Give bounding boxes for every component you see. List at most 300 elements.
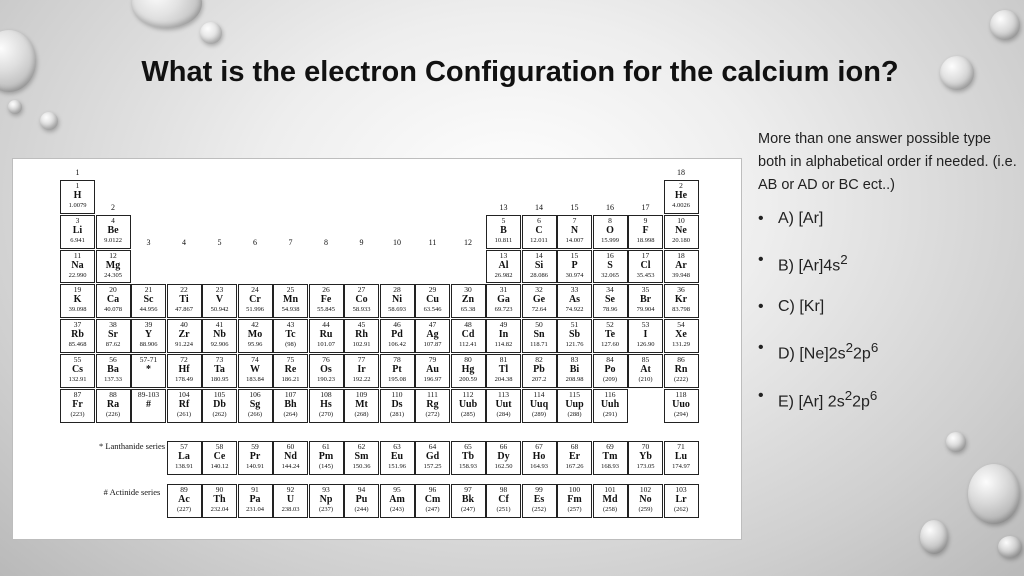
water-drop <box>8 100 22 114</box>
element-symbol: Os <box>320 364 332 375</box>
atomic-mass: (262) <box>673 506 689 513</box>
lanthanide-cell <box>344 441 379 475</box>
atomic-mass: (258) <box>602 506 618 513</box>
lanthanide-cell <box>522 441 557 475</box>
element-symbol: Mg <box>105 259 121 271</box>
element-cell <box>664 180 699 214</box>
group-label: 12 <box>464 237 472 247</box>
element-symbol: Rn <box>674 364 688 375</box>
group-label: 4 <box>182 237 186 247</box>
element-symbol: Bh <box>284 398 297 410</box>
element-symbol: H <box>73 190 82 201</box>
actinide-cell <box>486 484 521 518</box>
actinide-cell <box>557 484 592 518</box>
element-symbol: Nb <box>213 329 226 341</box>
atomic-mass: 78.96 <box>602 306 618 314</box>
group-label: 10 <box>393 237 401 247</box>
atomic-number: 30 <box>464 285 472 295</box>
element-cell <box>664 319 699 353</box>
answer-superscript: 2 <box>844 387 853 403</box>
element-cell <box>593 354 628 388</box>
element-symbol: Po <box>604 364 616 375</box>
atomic-mass: 186.21 <box>281 376 300 383</box>
element-cell <box>202 389 237 423</box>
atomic-number: 54 <box>677 320 685 330</box>
atomic-number: 5 <box>501 215 506 225</box>
element-symbol: Y <box>144 329 153 341</box>
atomic-mass: 63.546 <box>423 306 442 314</box>
group-label: 6 <box>253 237 257 247</box>
atomic-mass: 9.0122 <box>104 236 122 244</box>
atomic-mass: 83.798 <box>672 306 690 314</box>
element-symbol: Bk <box>461 494 475 505</box>
atomic-number: 89 <box>180 485 188 494</box>
atomic-mass: (237) <box>318 506 334 513</box>
atomic-number: 103 <box>675 485 687 494</box>
atomic-mass: 30.974 <box>565 271 584 279</box>
element-cell <box>486 250 521 284</box>
atomic-mass: 132.91 <box>68 376 87 383</box>
element-cell <box>131 319 166 353</box>
atomic-mass: 24.305 <box>104 271 122 279</box>
element-cell <box>344 284 379 318</box>
atomic-number: 76 <box>322 355 330 364</box>
atomic-number: 45 <box>357 320 366 330</box>
atomic-mass: 183.84 <box>246 376 264 383</box>
atomic-mass: 190.23 <box>317 376 335 383</box>
element-cell <box>522 389 557 423</box>
atomic-mass: 1.0079 <box>68 202 87 209</box>
element-symbol: Se <box>605 294 615 306</box>
atomic-mass: (284) <box>496 410 511 418</box>
atomic-mass: (259) <box>638 506 653 513</box>
atomic-mass: 39.948 <box>672 271 690 279</box>
atomic-number: 19 <box>73 285 82 295</box>
atomic-mass: (261) <box>176 410 192 418</box>
element-symbol: Ce <box>213 451 226 462</box>
atomic-mass: (288) <box>567 410 582 418</box>
atomic-mass: 10.811 <box>494 236 513 244</box>
element-symbol: Pa <box>249 494 261 505</box>
atomic-number: 48 <box>464 320 472 330</box>
atomic-mass: 173.05 <box>636 463 655 470</box>
element-symbol: Li <box>72 224 83 236</box>
element-symbol: Nd <box>284 451 297 462</box>
element-cell <box>415 354 450 388</box>
atomic-mass: (247) <box>425 506 440 513</box>
lanthanide-cell <box>451 441 486 475</box>
element-symbol: Er <box>568 451 581 462</box>
element-symbol: O <box>606 224 614 236</box>
atomic-mass: 208.98 <box>565 376 584 383</box>
element-symbol: Fm <box>567 494 582 505</box>
atomic-number: 38 <box>109 320 117 330</box>
atomic-number: 112 <box>462 389 474 399</box>
answer-text: [Kr] <box>799 298 825 316</box>
atomic-number: 51 <box>570 320 579 330</box>
atomic-mass: (268) <box>354 410 369 418</box>
group-label: 16 <box>606 202 614 212</box>
element-cell <box>557 354 592 388</box>
element-symbol: Na <box>71 259 84 271</box>
atomic-number: 95 <box>393 485 401 494</box>
atomic-mass: 51.996 <box>246 306 264 314</box>
atomic-number: 15 <box>570 250 579 260</box>
atomic-mass: (272) <box>425 410 440 418</box>
element-symbol: Be <box>107 224 119 236</box>
element-cell <box>238 389 273 423</box>
element-cell <box>273 319 308 353</box>
atomic-number: 17 <box>641 250 650 260</box>
element-symbol: Kr <box>674 294 688 306</box>
atomic-number: 82 <box>535 355 543 364</box>
element-symbol: Ru <box>319 329 333 341</box>
lanthanide-cell <box>273 441 308 475</box>
atomic-mass: 14.007 <box>565 236 584 244</box>
atomic-number: 70 <box>641 442 650 451</box>
atomic-number: 34 <box>606 285 614 295</box>
element-symbol: Au <box>426 364 439 375</box>
atomic-number: 83 <box>570 355 579 364</box>
element-symbol: Ni <box>392 294 402 306</box>
element-symbol: Sg <box>249 398 261 410</box>
atomic-mass: 140.91 <box>246 463 264 470</box>
atomic-number: 39 <box>144 320 153 330</box>
element-cell <box>309 319 344 353</box>
element-cell <box>96 284 131 318</box>
water-drop <box>968 464 1020 524</box>
element-symbol: Ne <box>675 224 687 236</box>
element-symbol: Sm <box>354 451 369 462</box>
element-symbol: Ta <box>214 364 225 375</box>
element-symbol: Th <box>213 494 226 505</box>
element-symbol: Pd <box>391 329 403 341</box>
atomic-mass: 207.2 <box>531 376 547 383</box>
element-symbol: Eu <box>390 451 404 462</box>
lanthanide-series-label: * Lanthanide series <box>98 441 166 451</box>
actinide-cell <box>309 484 344 518</box>
actinide-cell <box>238 484 273 518</box>
atomic-mass: (98) <box>285 341 296 349</box>
element-symbol: Ho <box>532 451 546 462</box>
atomic-mass: 180.95 <box>210 376 229 383</box>
atomic-number: 105 <box>213 389 226 399</box>
element-cell <box>60 354 95 388</box>
element-symbol: Uut <box>495 398 512 410</box>
element-cell <box>131 284 166 318</box>
atomic-mass: 40.078 <box>104 306 122 314</box>
atomic-number: 16 <box>606 250 614 260</box>
atomic-number: 28 <box>393 285 401 295</box>
atomic-mass: 92.906 <box>210 341 229 349</box>
atomic-mass: 231.04 <box>246 506 264 513</box>
actinide-cell <box>664 484 699 518</box>
atomic-mass: (226) <box>105 410 121 418</box>
atomic-mass: (264) <box>283 410 298 418</box>
atomic-number: 1 <box>75 181 80 190</box>
lanthanide-cell <box>593 441 628 475</box>
atomic-number: 35 <box>641 285 650 295</box>
water-drop <box>940 56 974 90</box>
element-symbol: Tb <box>461 451 475 462</box>
element-symbol: B <box>500 224 507 236</box>
atomic-number: 110 <box>391 389 403 399</box>
atomic-mass: 238.03 <box>281 506 300 513</box>
water-drop <box>920 520 948 554</box>
atomic-number: 58 <box>215 442 224 451</box>
element-symbol: Br <box>639 294 652 306</box>
lanthanide-cell <box>167 441 202 475</box>
element-symbol: Am <box>389 494 405 505</box>
atomic-number: 98 <box>499 485 508 494</box>
element-cell <box>238 284 273 318</box>
atomic-number: 40 <box>180 320 188 330</box>
element-symbol: Ir <box>357 364 366 375</box>
element-symbol: Db <box>213 398 226 410</box>
atomic-mass: 55.845 <box>317 306 335 314</box>
element-symbol: Co <box>355 294 368 306</box>
element-cell <box>593 319 628 353</box>
answer-text-tail: 2p <box>852 392 870 410</box>
atomic-mass: (244) <box>354 506 369 513</box>
atomic-number: 68 <box>570 442 579 451</box>
element-symbol: I <box>643 329 648 341</box>
atomic-number: 90 <box>215 485 224 494</box>
element-cell <box>167 354 202 388</box>
atomic-mass: (209) <box>602 376 618 383</box>
actinide-series-label: # Actinide series <box>103 487 161 497</box>
atomic-mass: 50.942 <box>210 306 229 314</box>
element-symbol: Cs <box>71 364 84 375</box>
atomic-number: 88 <box>109 389 117 399</box>
atomic-mass: 144.24 <box>281 463 300 470</box>
element-symbol: N <box>570 224 579 236</box>
lanthanide-cell <box>380 441 415 475</box>
element-symbol: Cl <box>640 259 651 271</box>
answer-option-a[interactable] <box>758 207 1020 230</box>
atomic-mass: 20.180 <box>672 236 690 244</box>
bullet-icon: • <box>758 339 764 357</box>
answer-option-c[interactable] <box>758 295 1020 318</box>
atomic-number: 21 <box>144 285 153 295</box>
atomic-number: 101 <box>604 485 616 494</box>
element-cell <box>628 250 663 284</box>
water-drop <box>998 536 1022 558</box>
slide-title: What is the electron Configuration for the calcium ion? <box>141 56 899 88</box>
atomic-mass: 58.693 <box>388 306 406 314</box>
element-cell <box>522 215 557 249</box>
atomic-mass: (243) <box>389 506 405 513</box>
element-cell <box>60 389 95 423</box>
element-cell <box>96 319 131 353</box>
answer-label: B) <box>778 257 794 275</box>
element-symbol: F <box>642 224 649 236</box>
answer-panel <box>758 128 1020 431</box>
atomic-number: 86 <box>677 355 685 364</box>
element-symbol: C <box>535 224 543 236</box>
atomic-mass: 88.906 <box>139 341 158 349</box>
element-symbol: Uuo <box>672 398 690 410</box>
element-symbol: Cd <box>461 329 475 341</box>
element-symbol: Pm <box>318 451 334 462</box>
atomic-number: 107 <box>284 389 297 399</box>
element-cell <box>557 284 592 318</box>
atomic-number: 57-71 <box>139 355 158 364</box>
atomic-mass: 47.867 <box>175 306 193 314</box>
atomic-mass: 26.982 <box>494 271 513 279</box>
bullet-icon: • <box>758 386 764 404</box>
atomic-number: 73 <box>215 355 224 364</box>
atomic-number: 111 <box>427 389 438 399</box>
element-cell <box>628 319 663 353</box>
atomic-number: 113 <box>498 389 509 399</box>
atomic-mass: 157.25 <box>423 463 442 470</box>
atomic-number: 84 <box>606 355 614 364</box>
group-label: 2 <box>111 202 115 212</box>
atomic-number: 4 <box>111 215 115 225</box>
element-cell <box>380 389 415 423</box>
atomic-mass: 74.922 <box>565 306 584 314</box>
element-cell <box>557 250 592 284</box>
atomic-number: 106 <box>249 389 261 399</box>
element-symbol: Lu <box>674 451 688 462</box>
atomic-mass: 101.07 <box>317 341 335 349</box>
atomic-number: 41 <box>215 320 224 330</box>
atomic-number: 14 <box>535 250 543 260</box>
element-symbol: Si <box>534 259 544 271</box>
element-symbol: Ba <box>107 364 119 375</box>
atomic-number: 102 <box>639 485 652 494</box>
bullet-icon: • <box>758 210 764 227</box>
atomic-mass: 127.60 <box>601 341 619 349</box>
atomic-number: 109 <box>355 389 368 399</box>
atomic-mass: (210) <box>638 376 653 383</box>
lanthanide-cell <box>309 441 344 475</box>
atomic-mass: 112.41 <box>459 341 477 349</box>
element-cell <box>664 354 699 388</box>
element-symbol: As <box>568 294 581 306</box>
element-symbol: Sc <box>143 294 154 306</box>
atomic-mass: 137.33 <box>104 376 122 383</box>
element-cell <box>60 180 95 214</box>
element-symbol: Mo <box>247 329 263 341</box>
lanthanide-cell <box>628 441 663 475</box>
element-symbol: Xe <box>675 329 687 341</box>
atomic-number: 108 <box>320 389 332 399</box>
atomic-mass: (285) <box>460 410 476 418</box>
atomic-number: 25 <box>286 285 295 295</box>
atomic-number: 81 <box>499 355 508 364</box>
atomic-number: 78 <box>393 355 401 364</box>
element-cell <box>309 284 344 318</box>
element-symbol: No <box>639 494 652 505</box>
atomic-mass: 18.998 <box>636 236 655 244</box>
answer-label: A) <box>778 210 794 227</box>
atomic-number: 33 <box>570 285 579 295</box>
atomic-number: 26 <box>322 285 330 295</box>
atomic-mass: 126.90 <box>636 341 655 349</box>
atomic-mass: 4.0026 <box>672 202 690 209</box>
answer-superscript: 2 <box>840 252 848 267</box>
element-symbol: Zr <box>178 329 190 341</box>
atomic-number: 27 <box>357 285 366 295</box>
element-cell <box>309 354 344 388</box>
atomic-mass: (222) <box>673 376 689 383</box>
element-symbol: W <box>250 364 260 375</box>
atomic-number: 11 <box>73 250 82 260</box>
answer-option-b[interactable] <box>758 248 1020 277</box>
atomic-mass: 164.93 <box>530 463 548 470</box>
element-symbol: Pb <box>533 364 545 375</box>
atomic-number: 10 <box>677 215 685 225</box>
element-cell <box>60 319 95 353</box>
atomic-mass: 195.08 <box>388 376 406 383</box>
element-symbol: Mt <box>355 398 368 410</box>
atomic-mass: (291) <box>602 410 618 418</box>
atomic-mass: 15.999 <box>601 236 619 244</box>
element-cell <box>380 284 415 318</box>
atomic-number: 55 <box>73 355 82 364</box>
element-symbol: Rg <box>426 398 439 410</box>
atomic-mass: 87.62 <box>105 341 121 349</box>
atomic-number: 85 <box>641 355 650 364</box>
element-cell <box>451 284 486 318</box>
element-symbol: Re <box>284 364 297 375</box>
element-symbol: Zn <box>461 294 475 306</box>
atomic-mass: 204.38 <box>494 376 513 383</box>
element-cell <box>96 354 131 388</box>
atomic-mass: 65.38 <box>460 306 476 314</box>
element-symbol: K <box>73 294 82 306</box>
atomic-mass: 95.96 <box>247 341 263 349</box>
bullet-icon: • <box>758 298 764 316</box>
atomic-number: 9 <box>643 215 648 225</box>
element-symbol: Rb <box>71 329 84 341</box>
bullet-icon: • <box>758 251 764 268</box>
atomic-mass: 232.04 <box>210 506 229 513</box>
atomic-mass: (227) <box>176 506 192 513</box>
element-cell <box>522 319 557 353</box>
atomic-number: 97 <box>464 485 472 494</box>
element-symbol: Ag <box>426 329 439 341</box>
element-cell <box>486 354 521 388</box>
element-symbol: Ac <box>178 494 190 505</box>
actinide-cell <box>522 484 557 518</box>
atomic-mass: 168.93 <box>601 463 619 470</box>
answer-option-e[interactable] <box>758 384 1020 413</box>
atomic-mass: (257) <box>567 506 582 513</box>
actinide-cell <box>593 484 628 518</box>
element-symbol: Pu <box>355 494 368 505</box>
element-symbol: In <box>498 329 509 341</box>
atomic-mass: 192.22 <box>352 376 371 383</box>
atomic-mass: 39.098 <box>68 306 87 314</box>
element-cell <box>664 389 699 423</box>
atomic-mass: 22.990 <box>68 271 87 279</box>
answer-text: [Ar] 2s <box>798 392 845 410</box>
element-cell <box>167 284 202 318</box>
element-symbol: Lr <box>675 494 687 505</box>
atomic-number: 96 <box>428 485 437 494</box>
element-cell <box>557 389 592 423</box>
atomic-mass: 121.76 <box>565 341 584 349</box>
element-cell <box>451 319 486 353</box>
element-cell <box>628 284 663 318</box>
element-cell <box>557 319 592 353</box>
atomic-number: 104 <box>178 389 190 399</box>
answer-option-d[interactable] <box>758 336 1020 365</box>
element-symbol: Cr <box>249 294 261 306</box>
